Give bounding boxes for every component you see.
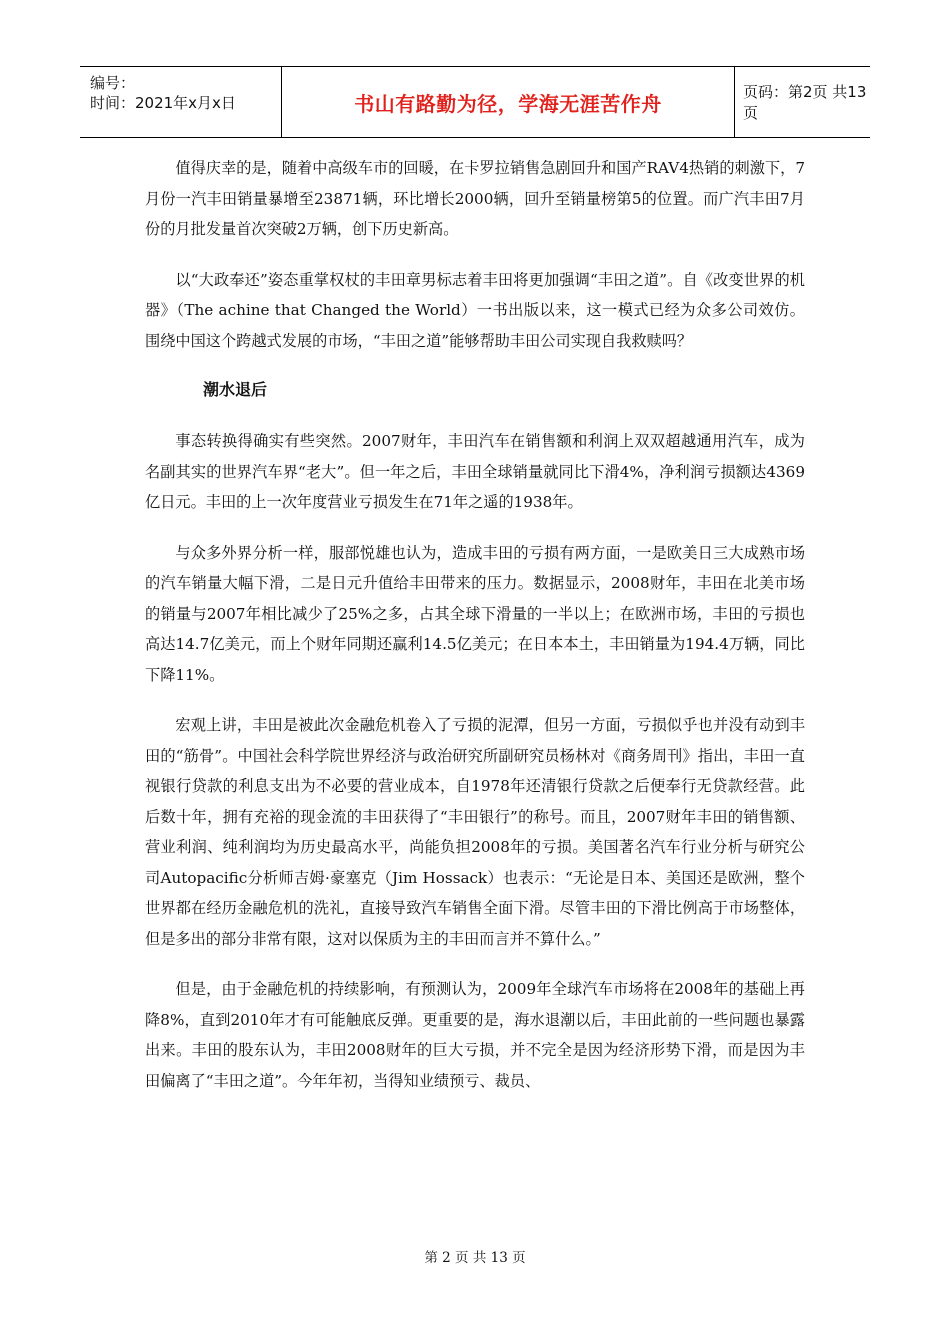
page-code: 页码：第2页 共13页 xyxy=(743,83,867,122)
section-heading: 潮水退后 xyxy=(203,380,268,399)
page-header xyxy=(80,66,870,138)
header-info xyxy=(80,67,280,137)
paragraph-6: 但是，由于金融危机的持续影响，有预测认为，2009年全球汽车市场将在2008年的基础上再降8%，直到2010年才有可能触底反弹。更重要的是，海水退潮以后，丰田此前的一些问题也暴露出来。丰田的股东认为，丰田2008财年的巨大亏损，并不完全是因为经济形势下滑，而是因为丰田偏离了“丰田之道”。今年年初，当得知业绩预亏、裁员、 xyxy=(145,980,805,1090)
paragraph-2: 以“大政奉还”姿态重掌权杖的丰田章男标志着丰田将更加强调“丰田之道”。自《改变世界的机器》（The achine that Changed the World）一书出版以来，这一模式已经为众多公司效仿。围绕中国这个跨越式发展的市场，“丰田之道”能够帮助丰田公司实现自我救赎吗？ xyxy=(145,270,805,350)
paragraph-3: 事态转换得确实有些突然。2007财年，丰田汽车在销售额和利润上双双超越通用汽车，成为名副其实的世界汽车界“老大”。但一年之后，丰田全球销量就同比下滑4%，净利润亏损额达4369亿日元。丰田的上一次年度营业亏损发生在71年之遥的1938年。 xyxy=(145,432,805,511)
paragraph-1: 值得庆幸的是，随着中高级车市的回暖，在卡罗拉销售急剧回升和国产RAV4热销的刺激下，7月份一汽丰田销量暴增至23871辆，环比增长2000辆，回升至销量榜第5的位置。而广汽丰田7月份的月批发量首次突破2万辆，创下历史新高。 xyxy=(145,159,805,238)
document-body xyxy=(145,153,805,1116)
number-label: 编号： xyxy=(90,74,136,92)
paragraph-5: 宏观上讲，丰田是被此次金融危机卷入了亏损的泥潭，但另一方面，亏损似乎也并没有动到丰田的“筋骨”。中国社会科学院世界经济与政治研究所副研究员杨林对《商务周刊》指出，丰田一直视银行贷款的利息支出为不必要的营业成本，自1978年还清银行贷款之后便奉行无贷款经营。此后数十年，拥有充裕的现金流的丰田获得了“丰田银行”的称号。而且，2007财年丰田的销售额、营业利润、纯利润均为历史最高水平，尚能负担2008年的亏损。美国著名汽车行业分析与研究公司Autopacific分析师吉姆·豪塞克（Jim Hossack）也表示：“无论是日本、美国还是欧洲，整个世界都在经历金融危机的洗礼，直接导致汽车销售全面下滑。尽管丰田的下滑比例高于市场整体，但是多出的部分非常有限，这对以保质为主的丰田而言并不算什么。” xyxy=(145,716,805,948)
page-footer: 第 2 页 共 13 页 xyxy=(424,1250,526,1266)
paragraph-4: 与众多外界分析一样，服部悦雄也认为，造成丰田的亏损有两方面，一是欧美日三大成熟市场的汽车销量大幅下滑，二是日元升值给丰田带来的压力。数据显示，2008财年，丰田在北美市场的销量与2007年相比减少了25%之多，占其全球下滑量的一半以上；在欧洲市场，丰田的亏损也高达14.7亿美元，而上个财年同期还赢利14.5亿美元；在日本本土，丰田销量为194.4万辆，同比下降11%。 xyxy=(145,543,805,684)
motto: 书山有路勤为径，学海无涯苦作舟 xyxy=(354,91,662,116)
header-page-cell xyxy=(735,67,878,137)
header-motto-cell xyxy=(281,67,735,137)
date-label: 时间：2021年x月x日 xyxy=(90,94,236,112)
